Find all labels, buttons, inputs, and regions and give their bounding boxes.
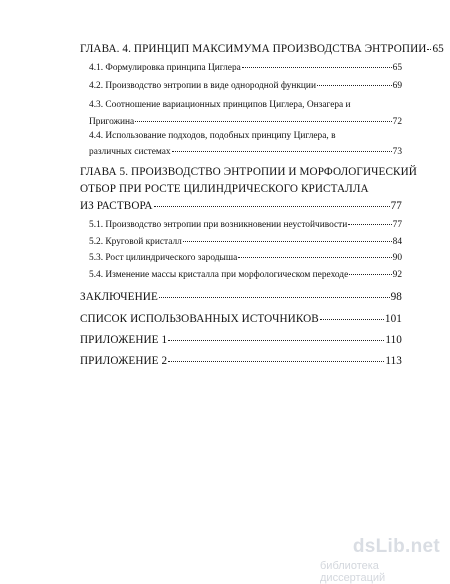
toc-entry-title: ПРИЛОЖЕНИЕ 1 — [80, 334, 168, 346]
toc-page-number: 72 — [392, 117, 402, 127]
toc-entry-5-3 — [89, 253, 402, 263]
toc-entry-title: СПИСОК ИСПОЛЬЗОВАННЫХ ИСТОЧНИКОВ — [80, 313, 319, 325]
toc-entry-title: 4.1. Формулировка принципа Циглера — [89, 63, 241, 73]
watermark — [320, 536, 440, 584]
toc-leader-dots — [238, 257, 391, 258]
toc-leader-dots — [427, 49, 431, 50]
toc-entry-title: различных системах — [89, 147, 171, 157]
toc-leader-dots — [349, 274, 391, 275]
toc-entry-title: 5.3. Рост цилиндрического зародыша — [89, 253, 238, 263]
toc-entry-4-4-line1: 4.4. Использование подходов, подобных принципу Циглера, в — [89, 131, 336, 141]
toc-entry-title: ГЛАВА. 4. ПРИНЦИП МАКСИМУМА ПРОИЗВОДСТВА ЭНТРОПИИ — [80, 43, 427, 55]
toc-entry-4-3-line1: 4.3. Соотношение вариационных принципов Циглера, Онзагера и — [89, 100, 351, 110]
toc-page-number: 113 — [385, 355, 402, 367]
toc-leader-dots — [348, 224, 391, 225]
toc-entry-appendix-1 — [80, 334, 402, 346]
toc-page-number: 65 — [432, 43, 444, 55]
toc-leader-dots — [183, 241, 392, 242]
toc-entry-title: ЗАКЛЮЧЕНИЕ — [80, 291, 158, 303]
toc-entry-title: 5.4. Изменение массы кристалла при морфологическом переходе — [89, 270, 349, 280]
toc-entry-5-1 — [89, 220, 402, 230]
toc-entry-title: 5.1. Производство энтропии при возникновении неустойчивости — [89, 220, 348, 230]
toc-leader-dots — [317, 85, 392, 86]
toc-leader-dots — [159, 297, 390, 298]
toc-page-number: 90 — [392, 253, 402, 263]
toc-page-number: 110 — [385, 334, 402, 346]
toc-entry-chapter-5-line2: ОТБОР ПРИ РОСТЕ ЦИЛИНДРИЧЕСКОГО КРИСТАЛЛА — [80, 183, 369, 195]
watermark-subtitle: библиотека диссертаций — [320, 560, 386, 584]
toc-page-number: 101 — [384, 313, 402, 325]
toc-entry-4-4 — [89, 147, 402, 157]
toc-entry-conclusion — [80, 291, 402, 303]
toc-entry-title: ПРИЛОЖЕНИЕ 2 — [80, 355, 168, 367]
toc-entry-4-3 — [89, 117, 402, 127]
toc-entry-chapter-5 — [80, 200, 402, 212]
toc-leader-dots — [135, 121, 391, 122]
toc-page-number: 77 — [392, 220, 402, 230]
toc-page-number: 73 — [392, 147, 402, 157]
toc-entry-5-4 — [89, 270, 402, 280]
toc-leader-dots — [168, 340, 384, 341]
toc-entry-chapter-4 — [80, 43, 444, 55]
toc-leader-dots — [320, 319, 384, 320]
watermark-logo: dsLib.net — [352, 536, 440, 557]
toc-page-number: 98 — [390, 291, 402, 303]
toc-page-number: 65 — [392, 63, 402, 73]
toc-entry-title: ИЗ РАСТВОРА — [80, 200, 153, 212]
toc-page-number: 84 — [392, 237, 402, 247]
toc-entry-title: 5.2. Круговой кристалл — [89, 237, 182, 247]
toc-page-number: 92 — [392, 270, 402, 280]
toc-entry-5-2 — [89, 237, 402, 247]
toc-page-number: 77 — [390, 200, 402, 212]
toc-entry-appendix-2 — [80, 355, 402, 367]
toc-entry-title: Пригожина — [89, 117, 135, 127]
toc-leader-dots — [154, 206, 390, 207]
toc-entry-4-2 — [89, 81, 402, 91]
toc-entry-title: 4.2. Производство энтропии в виде однородной функции — [89, 81, 316, 91]
toc-entry-4-1 — [89, 63, 402, 73]
toc-leader-dots — [172, 151, 392, 152]
toc-leader-dots — [168, 361, 384, 362]
toc-leader-dots — [242, 67, 392, 68]
toc-entry-chapter-5-line1: ГЛАВА 5. ПРОИЗВОДСТВО ЭНТРОПИИ И МОРФОЛОГИЧЕСКИЙ — [80, 166, 417, 178]
toc-page-number: 69 — [392, 81, 402, 91]
toc-entry-references — [80, 313, 402, 325]
